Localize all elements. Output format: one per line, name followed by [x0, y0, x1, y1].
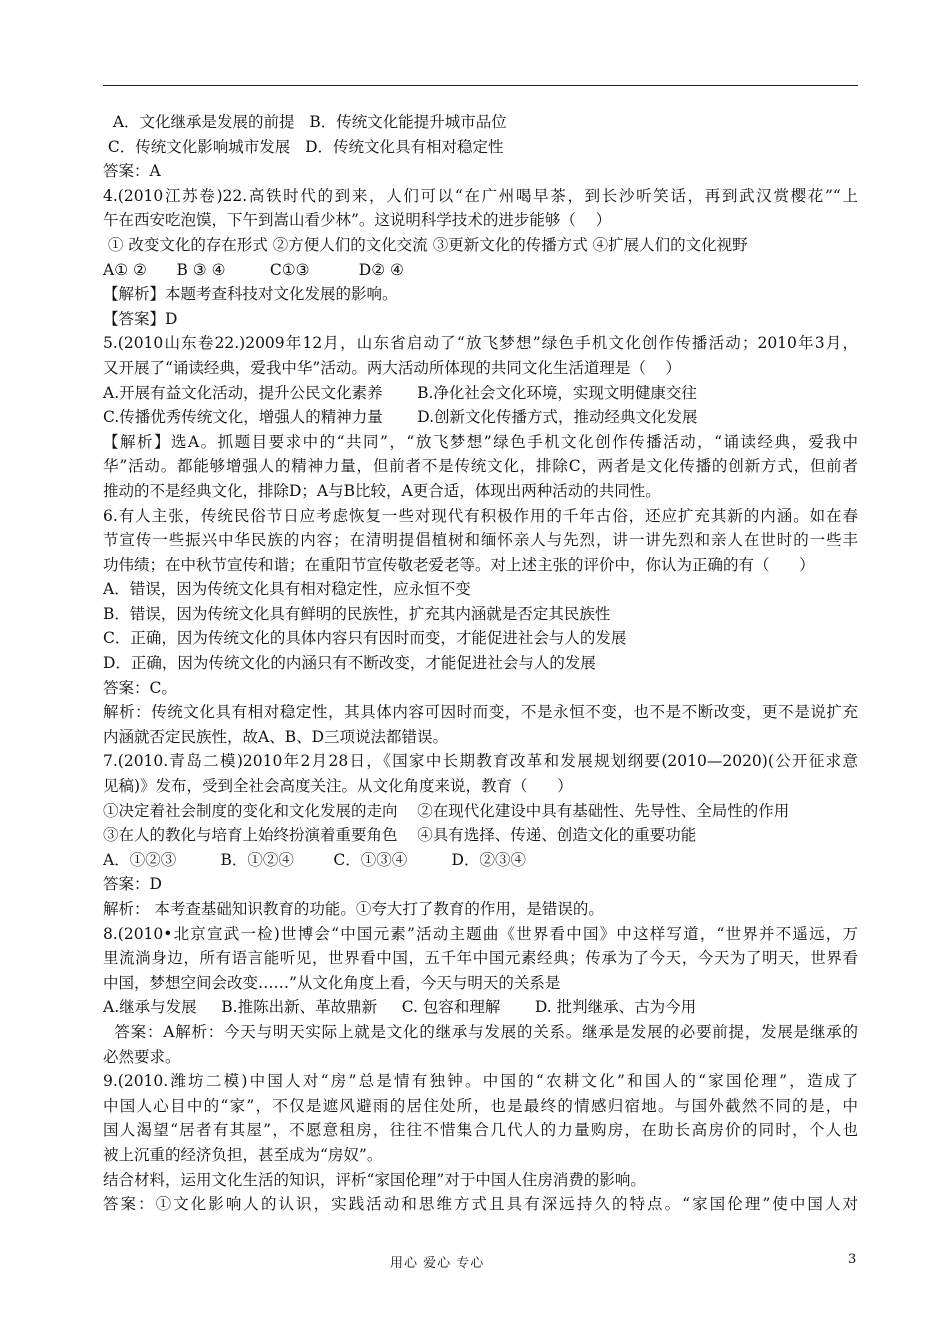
text-line: D．正确，因为传统文化的内涵只有不断改变，才能促进社会与人的发展: [103, 654, 596, 673]
text-line: 里流淌身边，所有语言能听见，世界看中国，五千年中国元素经典；传承为了今天，今天为了明天，世界看: [103, 949, 858, 968]
text-line: 答案：C。: [103, 678, 177, 697]
text-line: 【答案】D: [103, 309, 178, 328]
text-line: A.开展有益文化活动，提升公民文化素养 B.净化社会文化环境，实现文明健康交往: [103, 383, 697, 402]
text-line: 【解析】选A。抓题目要求中的“共同”，“放飞梦想”绿色手机文化创作传播活动，“诵读经典，爱我中: [103, 432, 858, 451]
text-line: 国人渴望“居者有其屋”，不愿意租房，往往不惜集合几代人的力量购房，在助长高房价的同时，个人也: [103, 1121, 858, 1140]
text-line: 8.(2010•北京宣武一检)世博会“中国元素”活动主题曲《世界看中国》中这样写道，“世界并不遥远，万: [103, 924, 858, 943]
text-line: 结合材料，运用文化生活的知识，评析“家国伦理”对于中国人住房消费的影响。: [103, 1170, 646, 1189]
text-line: 答案：A解析：今天与明天实际上就是文化的继承与发展的关系。继承是发展的必要前提，发展是继承的: [103, 1022, 858, 1041]
header-rule: [103, 85, 858, 86]
text-line: 【解析】本题考查科技对文化发展的影响。: [103, 285, 398, 304]
text-line: B．错误，因为传统文化具有鲜明的民族性，扩充其内涵就是否定其民族性: [103, 604, 611, 623]
text-line: 午在西安吃泡馍，下午到嵩山看少林”。这说明科学技术的进步能够（ ）: [103, 211, 612, 230]
text-line: 推动的不是经典文化，排除D；A与B比较，A更合适，体现出两种活动的共同性。: [103, 481, 661, 500]
page-number: 3: [848, 1252, 857, 1267]
text-line: 4.(2010江苏卷)22.高铁时代的到来，人们可以“在广州喝早茶，到长沙听笑话，再到武汉赏樱花”“上: [103, 186, 858, 205]
text-line: 答案：①文化影响人的认识，实践活动和思维方式且具有深远持久的特点。“家国伦理”使中国人对: [103, 1195, 858, 1214]
text-line: ①决定着社会制度的变化和文化发展的走向 ②在现代化建设中具有基础性、先导性、全局性的作用: [103, 801, 790, 820]
text-line: ③在人的教化与培育上始终扮演着重要角色 ④具有选择、传递、创造文化的重要功能: [103, 826, 697, 845]
text-line: 解析： 本考查基础知识教育的功能。①夸大打了教育的作用，是错误的。: [103, 900, 604, 918]
text-line: 6.有人主张，传统民俗节日应考虑恢复一些对现代有积极作用的千年古俗，还应扩充其新的内涵。如在春: [103, 506, 858, 525]
text-line: 解析：传统文化具有相对稳定性，其具体内容可因时而变，不是永恒不变，也不是不断改变，更不是说扩充: [103, 703, 858, 722]
text-line: A．错误，因为传统文化具有相对稳定性，应永恒不变: [103, 580, 471, 599]
text-line: 答案：D: [103, 875, 162, 894]
text-line: 华”活动。都能够增强人的精神力量，但前者不是传统文化，排除C，两者是文化传播的创新方式，但前者: [103, 457, 858, 476]
text-line: 中国，梦想空间会改变……”从文化角度上看，今天与明天的关系是: [103, 973, 561, 992]
text-line: 节宣传一些振兴中华民族的内容；在清明提倡植树和缅怀亲人与先烈，讲一讲先烈和亲人在世时的一些丰: [103, 531, 858, 550]
text-line: 又开展了“诵读经典，爱我中华”活动。两大活动所体现的共同文化生活道理是（ ）: [103, 358, 682, 377]
text-line: 7.(2010.青岛二模)2010年2月28日，《国家中长期教育改革和发展规划纲要(2010—2020)(公开征求意: [103, 752, 858, 771]
text-line: A① ② B ③ ④ C①③ D② ④: [103, 260, 404, 279]
text-line: 中国人心目中的“家”，不仅是遮风避雨的居住处所，也是最终的情感归宿地。与国外截然不同的是，中: [103, 1096, 858, 1115]
text-line: 必然要求。: [103, 1047, 181, 1066]
text-line: 功伟绩；在中秋节宣传和谐；在重阳节宣传敬老爱老等。对上述主张的评价中，你认为正确的有（ ）: [103, 555, 815, 574]
footer-text: 用心 爱心 专心: [390, 1256, 485, 1271]
text-line: 9.(2010.潍坊二模)中国人对“房”总是情有独钟。中国的“农耕文化”和国人的“家国伦理”，造成了: [103, 1072, 858, 1091]
text-line: A．①②③ B．①②④ C．①③④ D．②③④: [103, 850, 526, 869]
text-line: A.继承与发展 B.推陈出新、革故鼎新 C. 包容和理解 D. 批判继承、古为今用: [103, 998, 697, 1017]
text-line: 内涵就否定民族性，故A、B、D三项说法都错误。: [103, 727, 449, 746]
document-body: [103, 110, 858, 1217]
text-line: 被上沉重的经济负担，甚至成为“房奴”。: [103, 1145, 383, 1164]
text-line: 答案：A: [103, 162, 161, 181]
text-line: 5.(2010山东卷22.)2009年12月，山东省启动了“放飞梦想”绿色手机文化创作传播活动；2010年3月，: [103, 334, 858, 353]
text-line: A．文化继承是发展的前提 B．传统文化能提升城市品位: [103, 113, 507, 131]
text-line: C.传播优秀传统文化，增强人的精神力量 D.创新文化传播方式，推动经典文化发展: [103, 408, 698, 427]
text-line: C．正确，因为传统文化的具体内容只有因时而变，才能促进社会与人的发展: [103, 629, 627, 648]
text-line: 见稿)》发布，受到全社会高度关注。从文化角度来说，教育（ ）: [103, 777, 573, 796]
text-line: C．传统文化影响城市发展 D．传统文化具有相对稳定性: [103, 137, 504, 156]
text-line: ① 改变文化的存在形式 ②方便人们的文化交流 ③更新文化的传播方式 ④扩展人们的文化视野: [103, 235, 748, 254]
